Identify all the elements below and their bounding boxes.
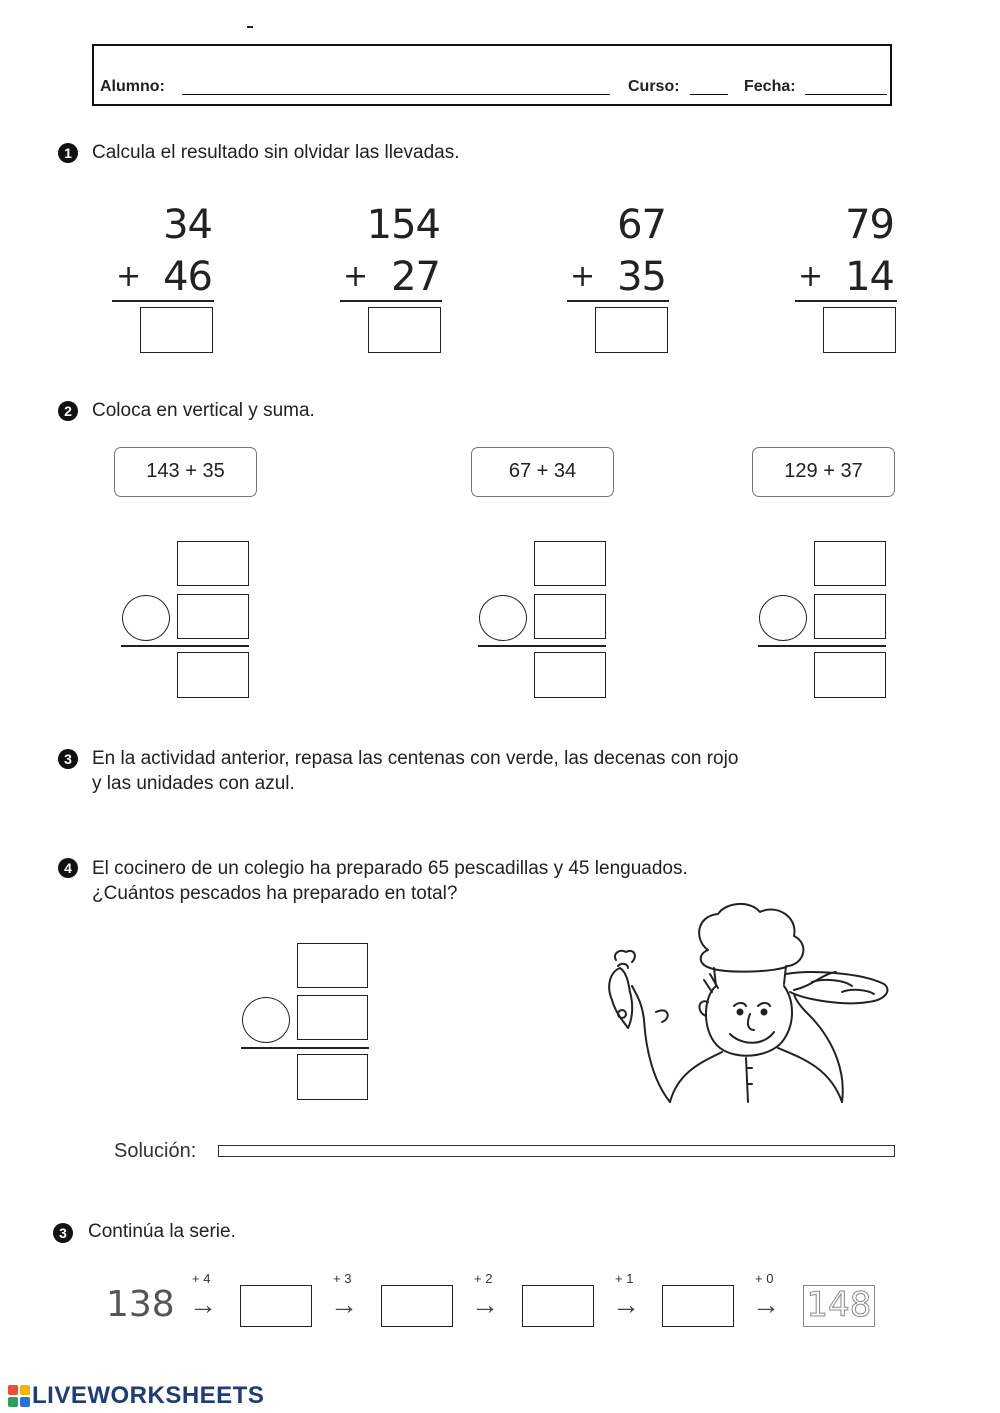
operation-box-2: 67 + 34 [471,447,614,497]
solution-field[interactable] [218,1145,895,1157]
plus-sign: + [570,259,596,294]
step-label: + 4 [192,1271,211,1286]
q3-line-2: y las unidades con azul. [92,773,295,794]
sum-line [795,300,897,302]
addend-box-bottom[interactable] [297,995,368,1040]
answer-box[interactable] [823,307,896,353]
q2-text: Coloca en vertical y suma. [92,400,315,421]
carry-circle[interactable] [759,595,807,641]
addend-box-bottom[interactable] [534,594,606,639]
sum-line [112,300,214,302]
student-name-field[interactable] [182,94,610,95]
result-box[interactable] [814,652,886,698]
carry-circle[interactable] [122,595,170,641]
step-label: + 2 [474,1271,493,1286]
q4-number: 4 [58,858,78,878]
series-box-3[interactable] [522,1285,594,1327]
date-label: Fecha: [744,78,796,95]
arrow-icon: → [189,1289,217,1320]
course-label: Curso: [628,78,680,95]
course-field[interactable] [690,94,728,95]
plus-sign: + [798,259,824,294]
operation-box-3: 129 + 37 [752,447,895,497]
series-box-2[interactable] [381,1285,453,1327]
plus-sign: + [116,259,142,294]
addend-bottom: 27 [391,254,440,300]
answer-box[interactable] [595,307,668,353]
brand-name: LIVEWORKSHEETS [32,1382,265,1409]
arrow-icon: → [330,1289,358,1320]
result-box[interactable] [534,652,606,698]
header-box [92,44,892,106]
brand-logo-icon [8,1385,30,1407]
q3-number: 3 [58,749,78,769]
sum-line [478,645,606,647]
chef-illustration [598,902,898,1112]
sum-line [241,1047,369,1049]
result-box[interactable] [297,1054,368,1100]
q5-text: Continúa la serie. [88,1221,236,1242]
addend-bottom: 35 [617,254,666,300]
result-box[interactable] [177,652,249,698]
addend-box-top[interactable] [534,541,606,586]
sum-line [758,645,886,647]
sum-line [340,300,442,302]
student-label: Alumno: [100,78,165,95]
answer-box[interactable] [140,307,213,353]
carry-circle[interactable] [242,997,290,1043]
series-box-4[interactable] [662,1285,734,1327]
series-end: 148 [803,1285,875,1327]
sum-line [121,645,249,647]
addend-box-top[interactable] [814,541,886,586]
addend-box-top[interactable] [177,541,249,586]
q4-line-2: ¿Cuántos pescados ha preparado en total? [92,883,458,904]
date-field[interactable] [805,94,887,95]
step-label: + 1 [615,1271,634,1286]
arrow-icon: → [612,1289,640,1320]
addend-top: 79 [845,202,894,248]
arrow-icon: → [752,1289,780,1320]
addend-top: 154 [366,202,440,248]
addend-top: 67 [617,202,666,248]
top-mark [247,26,253,34]
addend-bottom: 14 [845,254,894,300]
addend-box-bottom[interactable] [814,594,886,639]
sum-line [567,300,669,302]
series-box-1[interactable] [240,1285,312,1327]
plus-sign: + [343,259,369,294]
addend-top: 34 [163,202,212,248]
addend-box-top[interactable] [297,943,368,988]
step-label: + 0 [755,1271,774,1286]
q1-number: 1 [58,143,78,163]
addend-box-bottom[interactable] [177,594,249,639]
operation-box-1: 143 + 35 [114,447,257,497]
q4-line-1: El cocinero de un colegio ha preparado 65 pescadillas y 45 lenguados. [92,858,688,879]
q3-line-1: En la actividad anterior, repasa las centenas con verde, las decenas con rojo [92,748,739,769]
carry-circle[interactable] [479,595,527,641]
series-start: 138 [106,1284,175,1325]
q1-text: Calcula el resultado sin olvidar las llevadas. [92,142,460,163]
arrow-icon: → [471,1289,499,1320]
answer-box[interactable] [368,307,441,353]
q2-number: 2 [58,401,78,421]
q5-number: 3 [53,1223,73,1243]
step-label: + 3 [333,1271,352,1286]
addend-bottom: 46 [163,254,212,300]
solution-label: Solución: [114,1140,197,1162]
